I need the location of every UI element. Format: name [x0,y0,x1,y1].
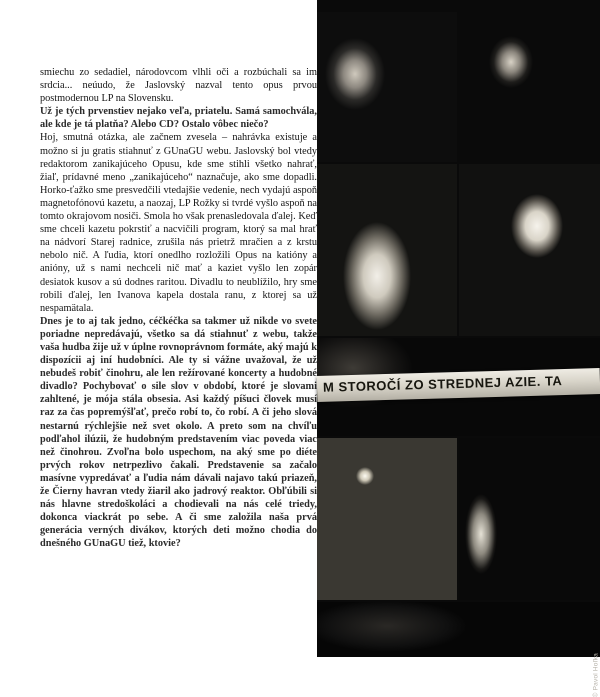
paragraph-4-question: Dnes je to aj tak jedno, céčkéčka sa takmer už nikde vo svete poriadne nepredávajú, všetko sa dá stiahnuť z webu, takže vaša hudba žije už v úplne rovnoprávnom formáte, aký majú k dispozícii aj iní hudobníci. Ale ty si vážne uvažoval, že už nebudeš robiť činohru, ale len režírované koncerty a hudobné divadlo? Pochybovať o sile slov v období, ktoré je slovami zahltené, je mója stála obsesia. Asi každý píšuci človek musí raz za čas popremýšľať, prečo robí to, čo robí. A či jeho slová nestarnú rýchlejšie než svet okolo. A preto som na chvíľu podľahol ilúzii, že hudobným predstavením viac poveda viac než činohrou. Zvoľna bolo uspechom, na aký sme po diéte prvých rokov netrpezlivo čakali. Predstavenie sa začalo masívne vypredávať a ľudia nám dávali najavo takú priazeň, že Čierny havran vtedy žiaril ako jadrový reaktor. Obľúbili si nás hlavne stredoškoláci a chodievali na nás celé triedy, dokonca viackrát po sebe. A či sme založila naša prvá generácia verných divákov, ktorých deti možno chodia do dnešného GUnaGU tiež, ktovie? [40,315,317,550]
photo-dark-strip [317,602,600,657]
photo-woman-white-dress [317,164,457,336]
photo-grid [317,0,600,697]
photo-headdress-performer [459,12,600,162]
photo-credit: © Pavol Hoľka [592,653,599,697]
photo-image [459,12,600,162]
photo-ensemble-line [459,438,600,600]
photo-image [317,438,457,600]
photo-image [317,164,457,336]
photo-two-performers [317,12,457,162]
banner-text: M STOROČÍ ZO STREDNEJ AZIE. TA [322,373,563,395]
photo-group-lantern [317,438,457,600]
photo-clown-portrait [459,164,600,336]
photo-stage-banner [317,338,600,436]
photo-image [459,164,600,336]
paragraph-2-question: Už je tých prvenstiev nejako veľa, priatelu. Samá samochvála, ale kde je tá platňa? Alebo CD? Ostalo vôbec niečo? [40,106,317,131]
paragraph-3: Hoj, smutná otázka, ale začnem zvesela – nahrávka existuje a možno si ju gratis stiahnuť z GUnaGU webu. Jaslovský bol vtedy redaktorom zanikajúceho Opusu, kde sme stihli všetko nahrať, žiaľ, prídavné meno „zanikajúceho“ naznačuje, ako sme dopadli. Horko-ťažko sme presvedčili vtedajšie vedenie, nech vydajú aspoň magnetofónovú kazetu, a naozaj, LP Rožky si tvrdé vyšlo aspoň na tomto okrajovom nosiči. Smola ho však prenasledovala ďalej. Keď sme chceli kazetu pokrstiť a nacvičili program, ktorý sa mal hrať na nádvorí Starej radnice, zrušila nás prietrž mračien a z krstu nebolo nič. A ľudia, ktorí onedlho rozložili Opus na katióny a anióny, už s nami nechceli nič mať a kaziet vyšlo len zopár desiatok kusov a sú dodnes raritou. Divadlu to neublížilo, hry sme robili ďalej, len Ivanova kapela dostala ranu, z ktorej sa už nespamätala. [40,132,317,314]
paragraph-1: smiechu zo sedadiel, národovcom vlhli oči a rozbúchali sa im srdcia... neúudo, že Jaslovský nazval tento opus prvou postmodernou LP na Slovensku. [40,67,317,105]
photo-image [459,438,600,600]
photo-image [317,602,600,657]
photo-image [317,12,457,162]
article-text-column [40,66,317,606]
